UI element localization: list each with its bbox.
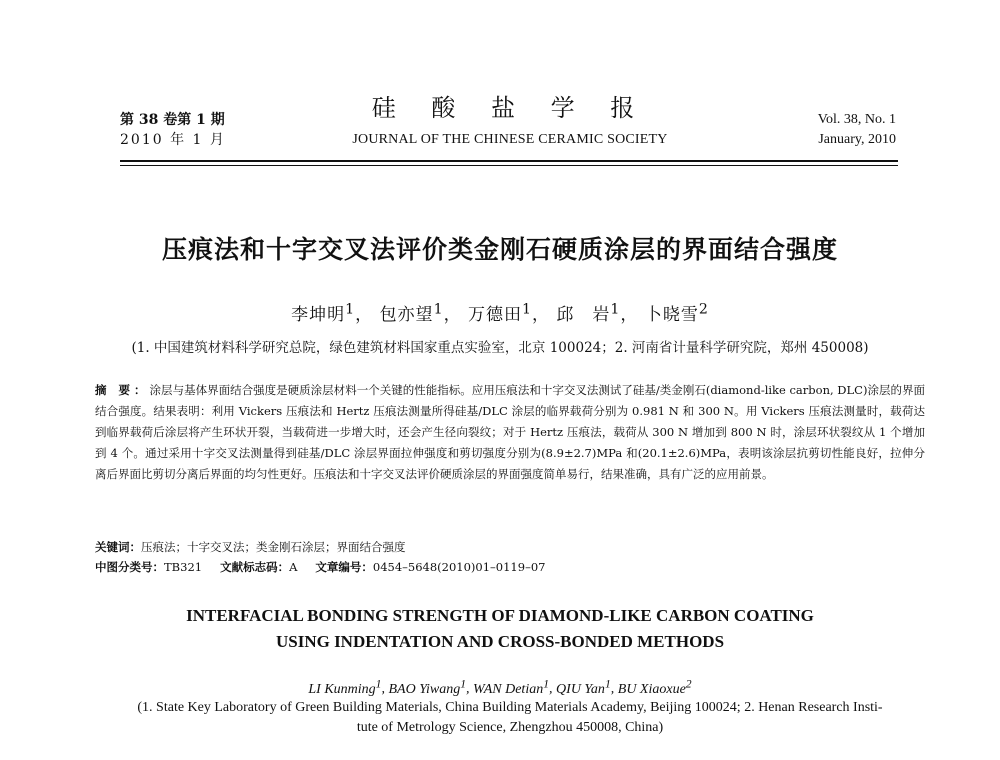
article-number-value: 0454–5648(2010)01–0119–07 — [372, 560, 546, 574]
abstract-cn — [95, 380, 925, 485]
journal-name-en: JOURNAL OF THE CHINESE CERAMIC SOCIETY — [352, 132, 668, 147]
author-en: LI Kunming$^1$ — [308, 677, 382, 697]
journal-name — [340, 92, 680, 148]
paper-title-en — [0, 603, 1000, 655]
volume-cn: 第 38 卷第 1 期 — [120, 112, 225, 128]
classification-cn — [95, 557, 545, 577]
author-en: BAO Yiwang$^1$ — [388, 677, 467, 697]
affiliation-en-line2: tute of Metrology Science, Zhengzhou 450008, China) — [356, 720, 664, 735]
author-cn: 万德田$^1$ — [467, 301, 532, 325]
doc-code-label: 文献标志码： — [220, 560, 290, 574]
abstract-label: 摘 要： — [95, 383, 150, 397]
volume-en: Vol. 38, No. 1 — [817, 112, 896, 127]
journal-name-cn: 硅 酸 盐 学 报 — [371, 94, 649, 122]
clc-value: TB321 — [164, 560, 203, 574]
authors-cn: 李坤明$^1$， 包亦望$^1$， 万德田$^1$， 邱 岩$^1$， 卜晓雪$^2$ — [291, 301, 709, 325]
author-cn: 李坤明$^1$ — [291, 301, 356, 325]
issue-info-en — [818, 110, 896, 150]
authors-en: LI Kunming$^1$, BAO Yiwang$^1$, WAN Detian$^1$, QIU Yan$^1$, BU Xiaoxue$^2$ — [308, 677, 692, 697]
author-en: WAN Detian$^1$ — [473, 677, 550, 697]
affiliation-en — [95, 698, 925, 738]
affiliation-cn: (1. 中国建筑材料科学研究总院，绿色建筑材料国家重点实验室，北京 100024；2. 河南省计量科学研究院，郑州 450008) — [131, 340, 869, 356]
title-en-line1: INTERFACIAL BONDING STRENGTH OF DIAMOND-LIKE CARBON COATING — [186, 606, 814, 625]
clc-label: 中图分类号： — [95, 560, 164, 574]
title-en-line2: USING INDENTATION AND CROSS-BONDED METHODS — [275, 632, 725, 651]
keywords-label: 关键词： — [95, 540, 141, 554]
affiliation-en-line1: (1. State Key Laboratory of Green Building Materials, China Building Materials Academy, Beijing 100024; 2. Henan Research Insti- — [137, 700, 883, 715]
doc-code-value: A — [289, 560, 298, 574]
issue-info-cn — [120, 110, 226, 150]
date-en: January, 2010 — [818, 132, 896, 147]
article-number-label: 文章编号： — [315, 560, 373, 574]
author-en: QIU Yan$^1$ — [556, 677, 611, 697]
abstract-text: 涂层与基体界面结合强度是硬质涂层材料一个关键的性能指标。应用压痕法和十字交叉法测试了硅基/类金刚石(diamond-like carbon, DLC)涂层的界面结合强度。结果表明：利用 Vickers 压痕法和 Hertz 压痕法测量所得硅基/DLC 涂层的临界载荷分别为 0.981 N 和 300 N。用 Vickers 压痕法测量时，载荷达到临界载荷后涂层将产生环状开裂，当载荷进一步增大时，还会产生径向裂纹；对于 Hertz 压痕法，载荷从 300 N 增加到 800 N 时，涂层环状裂纹从 1 个增加到 4 个。通过采用十字交叉法测量得到硅基/DLC 涂层界面拉伸强度和剪切强度分别为(8.9±2.7)MPa 和(20.1±2.6)MPa，表明该涂层抗剪切性能良好，拉伸分离后界面比剪切分离后界面的均匀性更好。压痕法和十字交叉法评价硬质涂层的界面强度简单易行，结果准确，具有广泛的应用前景。 — [95, 383, 925, 481]
keywords-text: 压痕法；十字交叉法；类金刚石涂层；界面结合强度 — [141, 540, 406, 554]
author-cn: 卜晓雪$^2$ — [644, 301, 709, 325]
author-en: BU Xiaoxue$^2$ — [617, 677, 692, 697]
header-rule-thick — [120, 160, 898, 162]
keywords-cn — [95, 537, 406, 557]
header-rule-thin — [120, 165, 898, 166]
date-cn: 2010 年 1 月 — [120, 132, 226, 148]
author-cn: 邱 岩$^1$ — [556, 301, 621, 325]
paper-title-cn: 压痕法和十字交叉法评价类金刚石硬质涂层的界面结合强度 — [161, 235, 838, 264]
author-cn: 包亦望$^1$ — [379, 301, 444, 325]
